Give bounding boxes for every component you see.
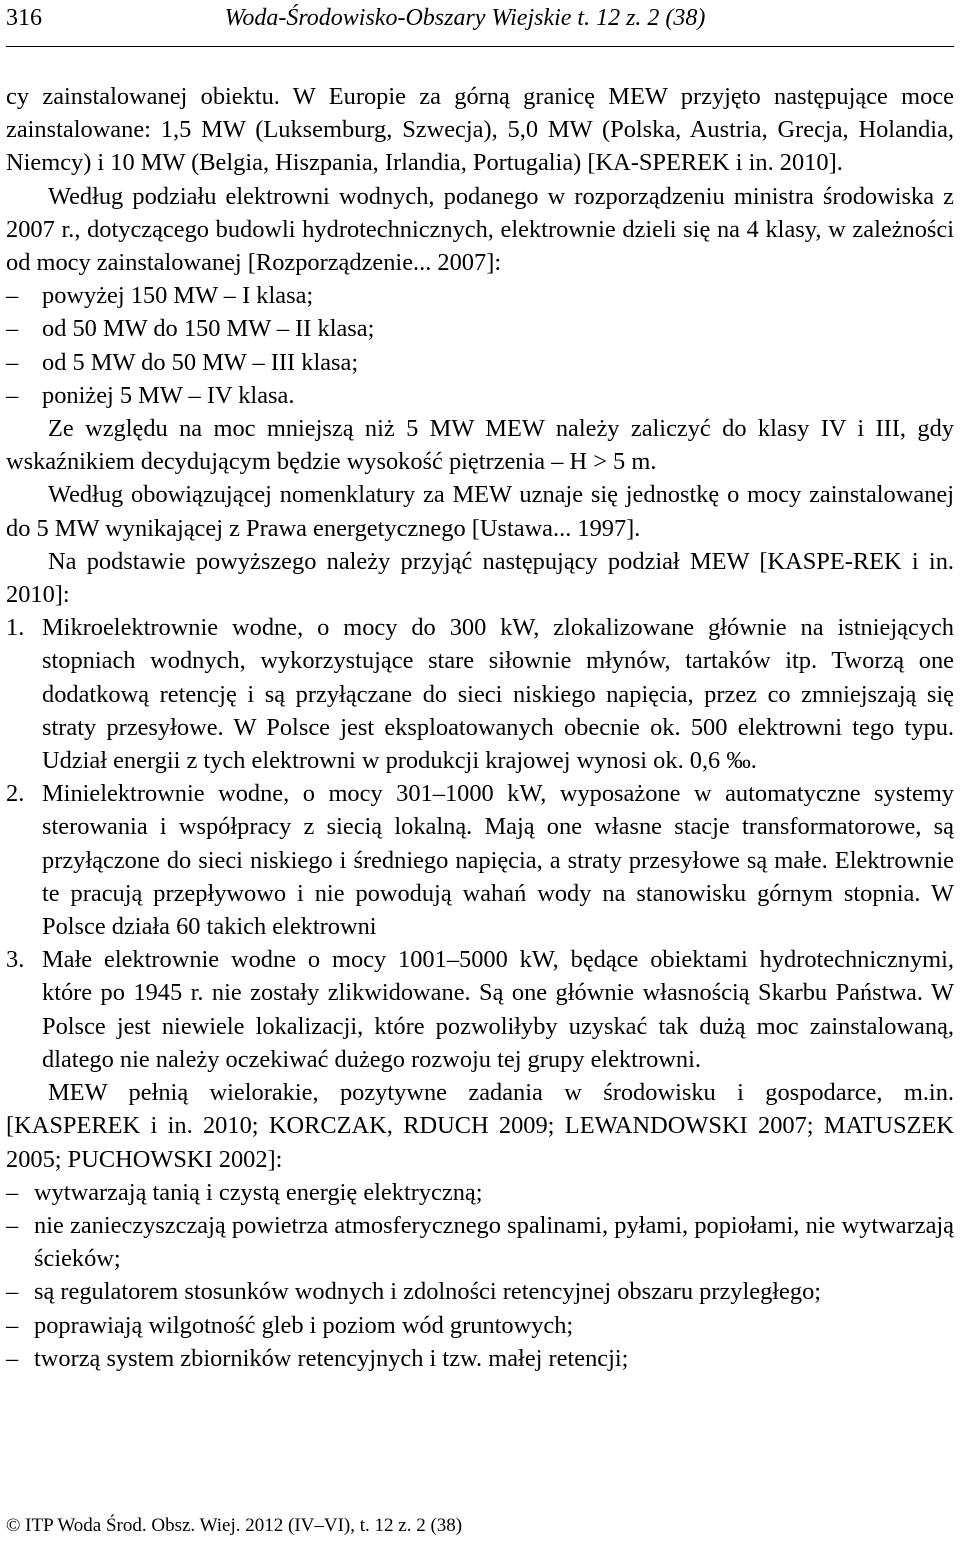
list-item: – są regulatorem stosunków wodnych i zdolności retencyjnej obszaru przyległego; xyxy=(6,1275,954,1308)
list-item: – nie zanieczyszczają powietrza atmosferycznego spalinami, pyłami, popiołami, nie wytwarzają ścieków; xyxy=(6,1209,954,1275)
numbered-item xyxy=(6,611,954,777)
list-item: – poprawiają wilgotność gleb i poziom wód gruntowych; xyxy=(6,1309,954,1342)
numbered-list xyxy=(6,611,954,1076)
item-text: Minielektrownie wodne, o mocy 301–1000 kW, wyposażone w automatyczne systemy sterowania i współpracy z siecią lokalną. Mają one własne stacje transformatorowe, są przyłączone do sieci niskiego i średniego napięcia, a straty przesyłowe są małe. Elektrownie te pracują przepływowo i nie powodują wahań wody na stanowisku górnym stopnia. W Polsce działa 60 takich elektrowni xyxy=(42,780,954,941)
list-item: – wytwarzają tanią i czystą energię elektryczną; xyxy=(6,1176,954,1209)
paragraph: Na podstawie powyższego należy przyjąć następujący podział MEW [KASPE-REK i in. 2010]: xyxy=(6,547,954,609)
page-number: 316 xyxy=(6,5,42,31)
paragraph: MEW pełnią wielorakie, pozytywne zadania w środowisku i gospodarce, m.in. [KASPEREK i in. 2010; KORCZAK, RDUCH 2009; LEWANDOWSKI 2007; MATUSZEK 2005; PUCHOWSKI 2002]: xyxy=(6,1079,954,1173)
class-list xyxy=(6,279,954,412)
list-item: – poniżej 5 MW – IV klasa. xyxy=(6,379,954,412)
running-header xyxy=(6,0,954,47)
numbered-item xyxy=(6,943,954,1076)
paragraph-classes-intro: Według podziału elektrowni wodnych, podanego w rozporządzeniu ministra środowiska z 2007 r., dotyczącego budowli hydrotechnicznych, elektrownie dzieli się na 4 klasy, w zależności od mocy zainstalowanej [Rozporządzenie... 2007]: xyxy=(6,182,954,277)
list-item: – tworzą system zbiorników retencyjnych i tzw. małej retencji; xyxy=(6,1342,954,1375)
body-text xyxy=(6,47,954,1375)
list-item: – od 5 MW do 50 MW – III klasa; xyxy=(6,346,954,379)
list-item: – powyżej 150 MW – I klasa; xyxy=(6,279,954,312)
item-number: 1. xyxy=(6,614,25,642)
tasks-list xyxy=(6,1176,954,1375)
item-text: Mikroelektrownie wodne, o mocy do 300 kW, zlokalizowane głównie na istniejących stopniach wodnych, wykorzystujące stare siłownie młynów, tartaków itp. Tworzą one dodatkową retencję i są przyłączane do sieci niskiego napięcia, przez co zmniejszają się straty przesyłowe. W Polsce jest eksploatowanych obecnie ok. 500 elektrowni tego typu. Udział energii z tych elektrowni w produkcji krajowej wynosi ok. 0,6 ‰. xyxy=(42,614,954,775)
item-number: 3. xyxy=(6,946,25,974)
item-number: 2. xyxy=(6,780,25,808)
paragraph: Ze względu na moc mniejszą niż 5 MW MEW należy zaliczyć do klasy IV i III, gdy wskaźnikiem decydującym będzie wysokość piętrzenia – H > 5 m. xyxy=(6,415,954,476)
running-title: Woda-Środowisko-Obszary Wiejskie t. 12 z. 2 (38) xyxy=(224,5,706,31)
paragraph: Według obowiązującej nomenklatury za MEW uznaje się jednostkę o mocy zainstalowanej do 5 MW wynikającej z Prawa energetycznego [Ustawa... 1997]. xyxy=(6,481,954,542)
list-item: – od 50 MW do 150 MW – II klasa; xyxy=(6,312,954,345)
paragraph-continued: cy zainstalowanej obiektu. W Europie za górną granicę MEW przyjęto następujące moce zainstalowane: 1,5 MW (Luksemburg, Szwecja), 5,0 MW (Polska, Austria, Grecja, Holandia, Niemcy) i 10 MW (Belgia, Hiszpania, Irlandia, Portugalia) [KA-SPEREK i in. 2010]. xyxy=(6,83,954,177)
item-text: Małe elektrownie wodne o mocy 1001–5000 kW, będące obiektami hydrotechnicznymi, które po 1945 r. nie zostały zlikwidowane. Są one głównie własnością Skarbu Państwa. W Polsce jest niewiele lokalizacji, które pozwoliłyby uzyskać tak dużą moc zainstalowaną, dlatego nie należy oczekiwać dużego rozwoju tej grupy elektrowni. xyxy=(42,946,954,1073)
numbered-item xyxy=(6,777,954,943)
copyright-footer: © ITP Woda Środ. Obsz. Wiej. 2012 (IV–VI), t. 12 z. 2 (38) xyxy=(6,1515,463,1536)
